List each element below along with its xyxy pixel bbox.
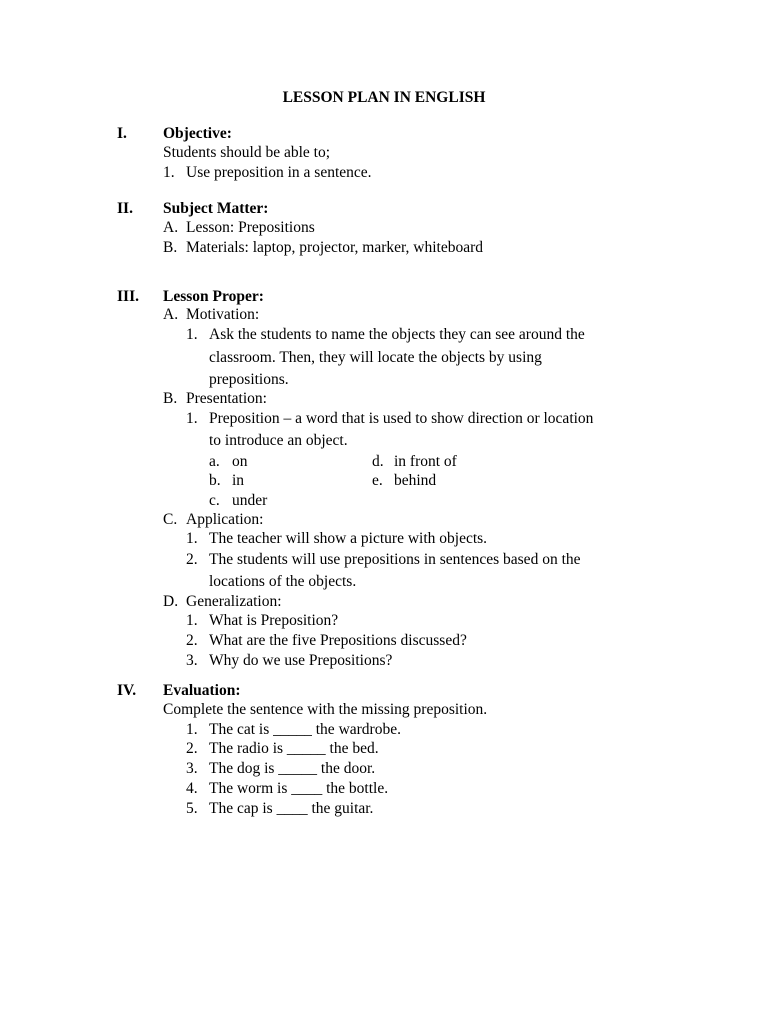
section-heading-objective: Objective: (163, 125, 232, 142)
preposition-word: in front of (394, 453, 457, 470)
evaluation-item-number: 4. (186, 780, 198, 797)
evaluation-item-number: 2. (186, 740, 198, 757)
motivation-line: prepositions. (209, 371, 289, 388)
evaluation-item-text: The cap is ____ the guitar. (209, 800, 374, 817)
application-letter: C. (163, 511, 178, 528)
subject-item-lesson: Lesson: Prepositions (186, 219, 315, 236)
evaluation-item-number: 3. (186, 760, 198, 777)
motivation-letter: A. (163, 306, 179, 323)
preposition-word: under (232, 492, 268, 509)
preposition-word: on (232, 453, 248, 470)
application-item-text: The teacher will show a picture with objects. (209, 530, 488, 547)
section-numeral-lesson-proper: III. (117, 288, 139, 305)
generalization-item-text: What are the five Prepositions discussed? (209, 632, 467, 649)
section-numeral-evaluation: IV. (117, 682, 137, 699)
section-heading-lesson-proper: Lesson Proper: (163, 288, 264, 305)
preposition-word: behind (394, 472, 437, 489)
generalization-letter: D. (163, 593, 179, 610)
generalization-item-number: 3. (186, 652, 198, 669)
generalization-label: Generalization: (186, 593, 282, 610)
generalization-item-text: Why do we use Prepositions? (209, 652, 393, 669)
application-item-number: 1. (186, 530, 198, 547)
application-label: Application: (186, 511, 264, 528)
evaluation-item-number: 5. (186, 800, 198, 817)
objective-intro: Students should be able to; (163, 144, 331, 161)
evaluation-item-text: The worm is ____ the bottle. (209, 780, 389, 797)
evaluation-item-text: The cat is _____ the wardrobe. (209, 721, 401, 738)
presentation-label: Presentation: (186, 390, 267, 407)
application-item-line: locations of the objects. (209, 573, 357, 590)
presentation-line: Preposition – a word that is used to show direction or location (209, 410, 594, 427)
section-heading-subject-matter: Subject Matter: (163, 200, 269, 217)
motivation-line: classroom. Then, they will locate the objects by using (209, 349, 542, 366)
presentation-line: to introduce an object. (209, 432, 348, 449)
application-item-line: The students will use prepositions in sentences based on the (209, 551, 581, 568)
evaluation-item-text: The radio is _____ the bed. (209, 740, 379, 757)
evaluation-item-text: The dog is _____ the door. (209, 760, 376, 777)
objective-item-text: Use preposition in a sentence. (186, 164, 372, 181)
preposition-letter: d. (372, 453, 384, 470)
subject-item-letter: B. (163, 239, 178, 256)
section-numeral-subject-matter: II. (117, 200, 133, 217)
page-title: LESSON PLAN IN ENGLISH (282, 89, 486, 106)
evaluation-intro: Complete the sentence with the missing preposition. (163, 701, 488, 718)
objective-item-number: 1. (163, 164, 175, 181)
preposition-word: in (232, 472, 245, 489)
motivation-label: Motivation: (186, 306, 260, 323)
application-item-number: 2. (186, 551, 198, 568)
generalization-item-number: 2. (186, 632, 198, 649)
subject-item-letter: A. (163, 219, 179, 236)
section-heading-evaluation: Evaluation: (163, 682, 241, 699)
evaluation-item-number: 1. (186, 721, 198, 738)
preposition-letter: b. (209, 472, 221, 489)
generalization-item-number: 1. (186, 612, 198, 629)
preposition-letter: a. (209, 453, 220, 470)
motivation-line: Ask the students to name the objects they can see around the (209, 326, 585, 343)
presentation-item-number: 1. (186, 410, 198, 427)
preposition-letter: e. (372, 472, 383, 489)
section-numeral-objective: I. (117, 125, 127, 142)
presentation-letter: B. (163, 390, 178, 407)
preposition-letter: c. (209, 492, 220, 509)
motivation-item-number: 1. (186, 326, 198, 343)
generalization-item-text: What is Preposition? (209, 612, 339, 629)
subject-item-materials: Materials: laptop, projector, marker, whiteboard (186, 239, 484, 256)
